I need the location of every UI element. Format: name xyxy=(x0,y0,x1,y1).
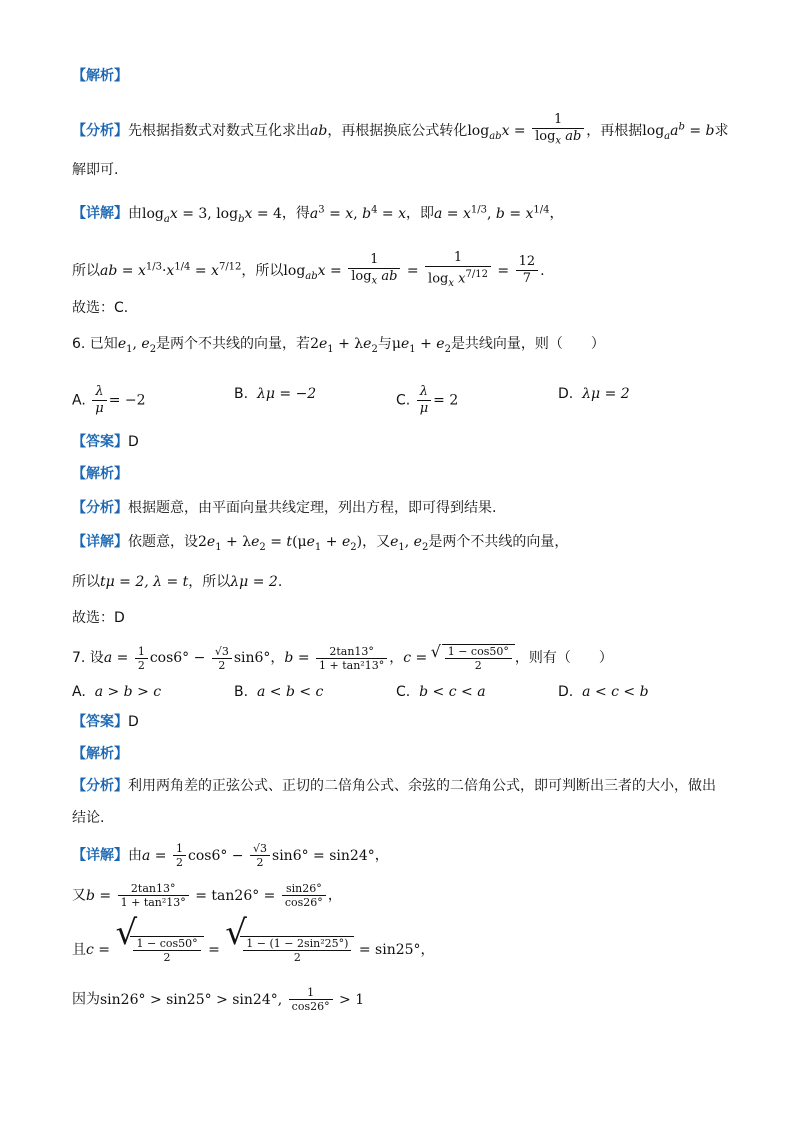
q7-option-a: A. a > b > c xyxy=(72,684,162,700)
q6-fenxi: 【分析】根据题意，由平面向量共线定理，列出方程，即可得到结果. xyxy=(72,500,497,516)
q6-answer-choice: 故选：D xyxy=(72,610,125,626)
def-c: c = √ $\frac{1 - \cos 50^\circ}{2}$ xyxy=(403,650,515,666)
q7-option-b: B. a < b < c xyxy=(234,684,324,700)
document-page: 【解析】 【分析】先根据指数式对数式互化求出ab，再根据换底公式转化$\log_{ab}x$ = $\frac{1}{\log_x ab}$ ，再根据$\log_aa^b = b$求 解即可. 【详解】由$\log_ax = 3$, $\log_bx = 4$，得$a^3 = x$, $b^4 = x$，即$a = x^{1/3}$, $b = x^{1/4}$， 所以ab = $x^{1/3}\cdot x^{1/4} = x^{7/12}$，所以$\log_{ab}x$ = $\frac{1}{\log_x ab}$ = $\frac{1}{\log_x x^{7/12}}$ = $\frac{12}{7}$ . 故选：C. 6. 已知$e_1$, $e_2$是两个不共线的向量，若$2e_1 + \lambda e_2$与$\mu e_1 + e_2$是共线向量，则（ ） A. $\frac{\lambda}{\mu}$ = −2 B. λμ = −2 C. $\frac{\lambda}{\mu}$ = 2 D. λμ = 2 【答案】D 【解析】 【分析】根据题意，由平面向量共线定理，列出方程，即可得到结果. 【详解】依题意，设$2e_1 + \lambda e_2 = t(\mu e_1 + e_2)$，又$e_1$, $e_2$是两个不共线的向量， 所以tμ = 2, λ = t，所以λμ = 2. 故选：D 7. 设a = $\frac{1}{2}$ cos6° − $\frac{√3}{2}$ sin6°，b = $\frac{2\tan 13^\circ}{\text{1 + tan²13°}}$ ，c = √ $\frac{1 - \cos 50^\circ}{2}$ ，则有（ ） A. a > b > c B. a < b < c C. b < c < a D. a < c < b 【答案】D 【解析】 【分析】利用两角差的正弦公式、正切的二倍角公式、余弦的二倍角公式，即可判断出三者的大小，做出 结论. 【详解】由a = $\frac{1}{2}$ cos6° − $\frac{√3}{2}$ sin6° = sin24°， 又b = $\frac{2\tan 13^\circ}{\text{1 + tan²13°}}$ = tan26° = $\frac{\sin 26^\circ}{\cos 26^\circ}$ ， 且c = √ $\frac{1 - \cos 50^\circ}{2}$ = √ $\frac{\text{1 − (1 − 2sin²25°)}}{2}$ = sin25°， 因为sin26° > sin25° > sin24°, $\frac{1}{\cos 26^\circ}$ > 1 xyxy=(0,0,794,1123)
q7-stem: 7. 设a = $\frac{1}{2}$ cos6° − $\frac{√3}{2}$ sin6°，b = $\frac{2\tan 13^\circ}{\text{1 + tan²13°}}$ ，c = √ $\frac{1 - \cos 50^\circ}{2}$ ，则有（ ） xyxy=(72,644,734,672)
vector-expr-1: $2e_1 + \lambda e_2$ xyxy=(310,336,378,355)
formula-log-power: $\log_aa^b = b$ xyxy=(642,121,715,142)
def-b: b = $\frac{2\tan 13^\circ}{\text{1 + tan²13°}}$ xyxy=(284,650,389,666)
q7-xiangjie-d: 因为sin26° > sin25° > sin24°, $\frac{1}{\cos 26^\circ}$ > 1 xyxy=(72,986,365,1013)
q7-xiangjie-b: 又b = $\frac{2\tan 13^\circ}{\text{1 + tan²13°}}$ = tan26° = $\frac{\sin 26^\circ}{\cos 26^\circ}$ ， xyxy=(72,882,342,909)
q6-option-a: A. $\frac{\lambda}{\mu}$ = −2 xyxy=(72,384,146,416)
q7-xiangjie-c: 且c = √ $\frac{1 - \cos 50^\circ}{2}$ = √ $\frac{\text{1 − (1 − 2sin²25°)}}{2}$ = sin25°， xyxy=(72,936,734,964)
def-a: a = $\frac{1}{2}$ cos6° − $\frac{√3}{2}$ sin6° xyxy=(103,644,271,672)
formula-ab: ab = $x^{1/3}\cdot x^{1/4} = x^{7/12}$ xyxy=(100,261,242,279)
q5-fenxi-line: 【分析】先根据指数式对数式互化求出ab，再根据换底公式转化$\log_{ab}x$ = $\frac{1}{\log_x ab}$ ，再根据$\log_aa^b = b$求 xyxy=(72,112,729,147)
q6-option-d: D. λμ = 2 xyxy=(558,386,630,402)
q6-option-c: C. $\frac{\lambda}{\mu}$ = 2 xyxy=(396,384,459,416)
q5-answer-choice: 故选：C. xyxy=(72,300,129,316)
formula-change-of-base: $\log_{ab}x$ = $\frac{1}{\log_x ab}$ xyxy=(467,123,586,139)
q5-suoyi-line: 所以ab = $x^{1/3}\cdot x^{1/4} = x^{7/12}$，所以$\log_{ab}x$ = $\frac{1}{\log_x ab}$ = $\frac{1}{\log_x x^{7/12}}$ = $\frac{12}{7}$ . xyxy=(72,250,545,289)
q7-option-d: D. a < c < b xyxy=(558,684,649,700)
q6-suoyi: 所以tμ = 2, λ = t，所以λμ = 2. xyxy=(72,574,283,590)
q6-option-b: B. λμ = −2 xyxy=(234,386,317,402)
formula-given-logs: $\log_ax = 3$, $\log_bx = 4$ xyxy=(142,205,282,225)
q6-stem: 6. 已知$e_1$, $e_2$是两个不共线的向量，若$2e_1 + \lambda e_2$与$\mu e_1 + e_2$是共线向量，则（ ） xyxy=(72,336,605,355)
vectors-e1-e2: $e_1$, $e_2$ xyxy=(117,336,157,355)
q7-fenxi: 【分析】利用两角差的正弦公式、正切的二倍角公式、余弦的二倍角公式，即可判断出三者的大小，做出 xyxy=(72,778,716,794)
q7-xiangjie-a: 【详解】由a = $\frac{1}{2}$ cos6° − $\frac{√3}{2}$ sin6° = sin24°， xyxy=(72,842,389,869)
formula-roots: $a = x^{1/3}$, $b = x^{1/4}$ xyxy=(434,204,550,222)
q7-answer: 【答案】D xyxy=(72,714,139,730)
vector-expr-2: $\mu e_1 + e_2$ xyxy=(391,336,451,355)
section-tag: 【解析】 xyxy=(72,68,128,84)
q5-xiangjie-line: 【详解】由$\log_ax = 3$, $\log_bx = 4$，得$a^3 = x$, $b^4 = x$，即$a = x^{1/3}$, $b = x^{1/4}$， xyxy=(72,204,564,225)
q7-option-c: C. b < c < a xyxy=(396,684,486,700)
q6-answer: 【答案】D xyxy=(72,434,139,450)
formula-powers: $a^3 = x$, $b^4 = x$ xyxy=(309,204,406,222)
q5-jiexi-heading xyxy=(72,66,734,86)
q6-xiangjie: 【详解】依题意，设$2e_1 + \lambda e_2 = t(\mu e_1 + e_2)$，又$e_1$, $e_2$是两个不共线的向量， xyxy=(72,534,569,553)
formula-result: $\log_{ab}x$ = $\frac{1}{\log_x ab}$ = $\frac{1}{\log_x x^{7/12}}$ = $\frac{12}{7}$ . xyxy=(283,250,545,289)
